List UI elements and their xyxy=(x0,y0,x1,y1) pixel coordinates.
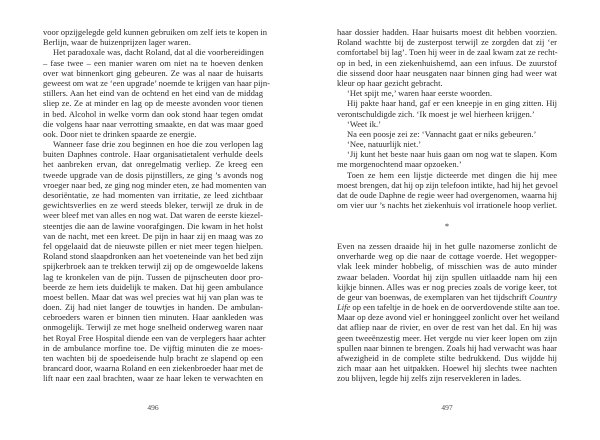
text-line: om vier uur ’s nachts het ziekenhuis vol irrationele hoop verliet. xyxy=(337,200,557,211)
text-line: Maar op deze avond viel er honinggeel zonlicht over het weiland xyxy=(337,312,560,323)
text-line: vlak leek minder hobbelig, of misschien was de auto minder xyxy=(337,261,557,272)
text-line: in bed. Alcohol in welke vorm dan ook stond haar tegen omdat xyxy=(43,108,263,119)
right-page-body xyxy=(337,27,560,384)
text-line: spullen naar binnen te brengen. Zoals hij had verwacht was haar xyxy=(337,342,557,353)
text-line: vroeger naar bed, ze ging nog minder eten, ze had momenten van xyxy=(43,179,267,190)
text-line: lag te kronkelen van de pijn. Tussen de pijnscheuten door pro- xyxy=(43,271,263,282)
text-line: – fase twee – een manier waren om niet na te hoeven denken xyxy=(43,57,263,68)
text-line: op in bed, in een ziekenhuishemd, aan een infuus. De zuurstof xyxy=(337,57,557,68)
text-line: haar dossier hadden. Haar huisarts moest dit hebben voorzien. xyxy=(337,27,557,37)
text-line: verontschuldigde zich. ‘Ik moest je wel hierheen krijgen.’ xyxy=(337,108,535,119)
text-line: moest brengen, dat hij op zijn telefoon intikte, had hij het gevoel xyxy=(337,179,558,190)
text-line: het Royal Free Hospital diende een van de verplegers haar achter xyxy=(43,332,266,343)
text-line: die sissend door haar neusgaten naar binnen ging had weer wat xyxy=(337,67,557,78)
text-line: comfortabel bij lag’. Toen hij weer in de zaal kwam zat ze recht- xyxy=(337,47,558,58)
text-line: tweede upgrade van de dosis pijnstillers, ze ging ’s avonds nog xyxy=(43,169,263,180)
text-line: dat de oude Daphne de regie weer had overgenomen, waarna hij xyxy=(337,190,557,200)
text-line: Berlijn, waar de huizenprijzen lager waren. xyxy=(43,37,191,48)
text-line: Life op een tafeltje in de hoek en de oorverdovende stilte aan toe. xyxy=(337,302,560,313)
text-line: desoriëntatie, ze had momenten van irritatie, ze leed zichtbaar xyxy=(43,190,263,200)
text-line: het aanbreken ervan, dat onregelmatig verliep. Ze kreeg een xyxy=(43,159,263,170)
text-line: ‘Jij kunt het beste naar huis gaan om nog wat te slapen. Kom xyxy=(347,149,557,160)
blank-line xyxy=(337,210,557,220)
text-line: Hij pakte haar hand, gaf er een kneepje in en ging zitten. Hij xyxy=(347,98,557,109)
text-line: zich maar aan het uitpakken. Hoewel hij slechts twee nachten xyxy=(337,363,557,374)
text-line: ‘Nee, natuurlijk niet.’ xyxy=(347,139,422,150)
text-line: moest bellen. Maar dat was wel precies wat hij van plan was te xyxy=(43,291,263,302)
text-line: kleur op haar gezicht gebracht. xyxy=(337,77,443,88)
text-line: ‘Het spijt me,’ waren haar eerste woorden. xyxy=(347,88,493,99)
text-line: Even na zessen draaide hij in het gulle nazomerse zonlicht de xyxy=(337,240,557,251)
text-line: ook. Door niet te drinken spaarde ze energie. xyxy=(43,128,197,139)
text-line: sliep ze. Ze at minder en lag op de meeste avonden voor tienen xyxy=(43,98,263,109)
right-page xyxy=(300,0,600,440)
text-line: beerde ze hem iets duidelijk te maken. Dat hij geen ambulance xyxy=(43,281,263,292)
text-line: fel opgelaaid dat de nieuwste pillen er niet meer tegen hielpen. xyxy=(43,240,263,251)
text-line: zou blijven, legde hij zelfs zijn reservekleren in lades. xyxy=(337,373,522,384)
text-line: Het paradoxale was, dacht Roland, dat al die voorbereidingen xyxy=(53,47,264,58)
text-line: Roland stond slaapdronken aan het voeteneinde van het bed zijn xyxy=(43,251,263,262)
text-line: van de nacht, met een kreet. De pijn in haar zij en maag was zo xyxy=(43,230,263,241)
text-line: steentjes die aan de lawine voorafgingen. Die kwam in het holst xyxy=(43,220,263,231)
text-line: de geur van boenwas, de exemplaren van het tijdschrift Country xyxy=(337,291,557,302)
text-line: ten wachten bij de spoedeisende hulp bracht ze slapend op een xyxy=(43,353,263,363)
text-line: weer bleef met van alles en nog wat. Dat waren de eerste kiezel- xyxy=(43,210,263,221)
page-number-left: 496 xyxy=(147,403,159,412)
page-number-right: 497 xyxy=(441,403,453,412)
text-line: ‘Weet ik.’ xyxy=(347,118,381,129)
text-line: me morgenochtend maar opzoeken.’ xyxy=(337,159,462,170)
text-line: cebroeders waren er binnen tien minuten. Haar aankleden was xyxy=(43,312,263,323)
text-line: onmogelijk. Terwijl ze met hoge snelheid onderweg waren naar xyxy=(43,322,263,333)
text-line: zwaar beladen. Voordat hij zijn spullen uitlaadde nam hij een xyxy=(337,271,557,282)
text-line: die volgens haar naar verrotting smaakte, en dat was maar goed xyxy=(43,118,263,129)
text-line: in de ambulance morfine toe. De vijftig minuten die ze moes- xyxy=(43,342,263,353)
text-line: Wanneer fase drie zou beginnen en hoe die zou verlopen lag xyxy=(53,139,263,150)
text-line: afwezigheid in de complete stilte bedrukkend. Dus wijdde hij xyxy=(337,353,557,363)
text-line: Na een poosje zei ze: ‘Vannacht gaat er niks gebeuren.’ xyxy=(347,128,537,139)
left-page-body xyxy=(43,27,270,384)
text-line: over wat binnenkort ging gebeuren. Ze was al naar de huisarts xyxy=(43,67,263,78)
text-line: lift naar een zaal brachten, waar ze haar leken te verwachten en xyxy=(43,373,263,384)
text-line: doen. Zij had niet langer de touwtjes in handen. De ambulan- xyxy=(43,302,263,313)
blank-line xyxy=(337,231,557,241)
text-line: spijkerbroek aan te trekken terwijl zij op de omgewoelde lakens xyxy=(43,261,263,272)
text-line: Toen ze hem een lijstje dicteerde met dingen die hij mee xyxy=(347,169,557,180)
text-line: Roland wachtte bij de zusterpost terwijl ze zorgden dat zij ‘er xyxy=(337,37,557,48)
text-line: dat afliep naar de rivier, en over de rest van het dal. En hij was xyxy=(337,322,557,333)
text-line: kijkje binnen. Alles was er nog precies zoals de vorige keer, tot xyxy=(337,281,557,292)
section-break: * xyxy=(444,220,450,231)
text-line: onverharde weg op die naar de cottage voerde. Het wegopper- xyxy=(337,251,557,262)
text-line: geen tweeënzestig meer. Het vergde nu vier keer lopen om zijn xyxy=(337,332,557,343)
text-line: stillers. Aan het eind van de ochtend en het eind van de middag xyxy=(43,88,263,99)
text-line: brancard door, waarna Roland en een ziekenbroeder haar met de xyxy=(43,363,263,374)
text-line: gewichtsverlies en ze werd steeds bleker, terwijl ze druk in de xyxy=(43,200,263,211)
text-line: buiten Daphnes controle. Haar organisatietalent verhulde deels xyxy=(43,149,263,160)
text-line: voor opzijgelegde geld kunnen gebruiken om zelf iets te kopen in xyxy=(43,27,268,37)
text-line: geweest om wat ze ‘een upgrade’ noemde te krijgen van haar pijn- xyxy=(43,77,270,88)
